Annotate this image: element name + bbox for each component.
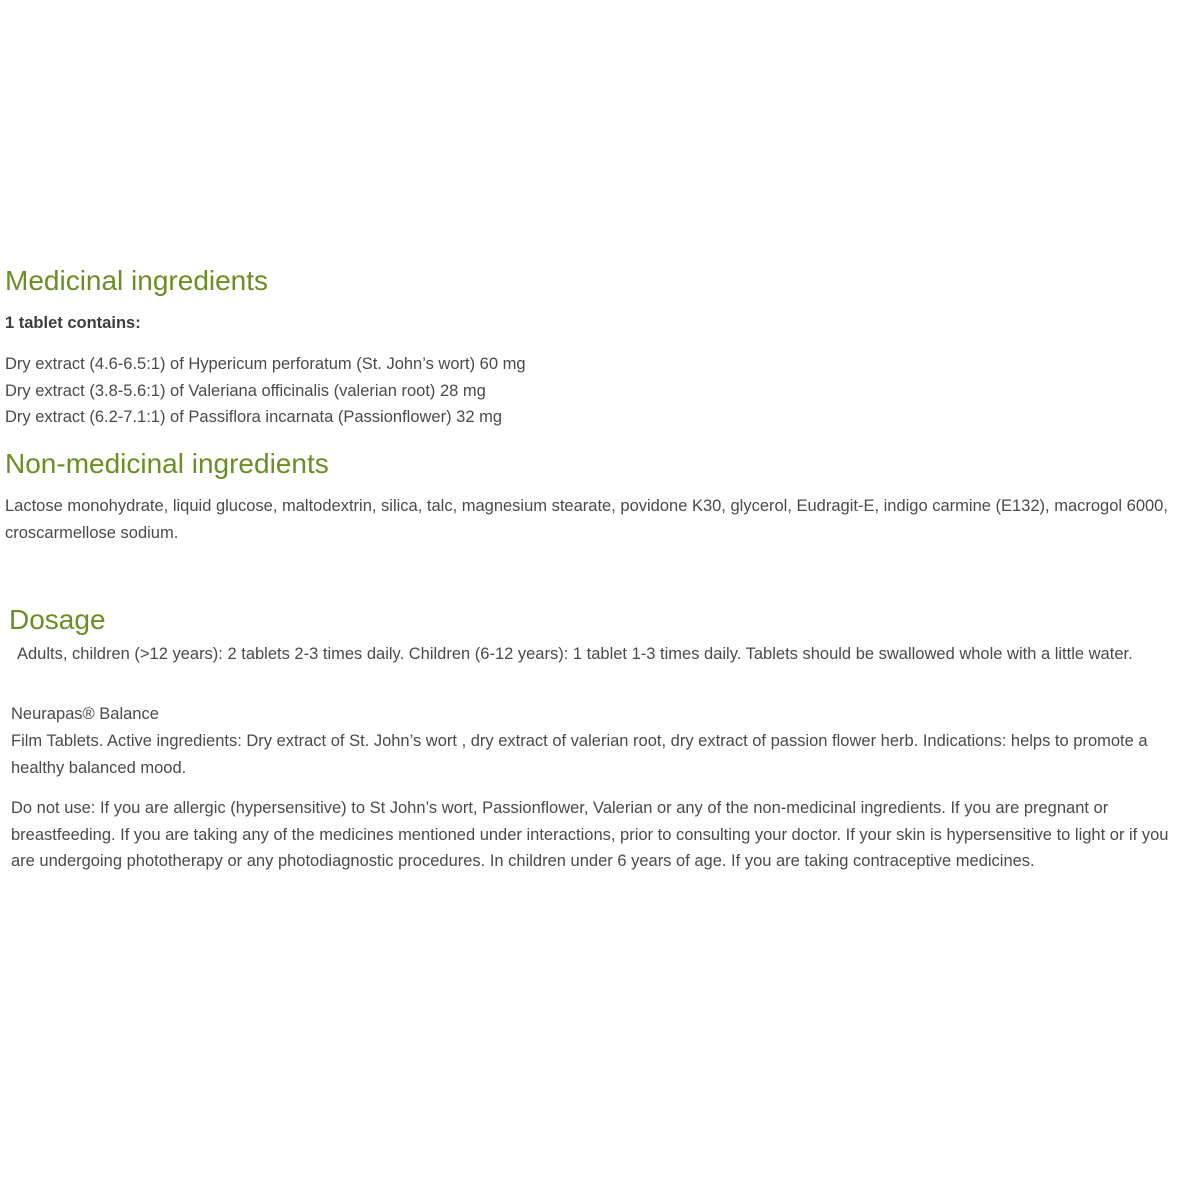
ingredient-line-passiflora: Dry extract (6.2-7.1:1) of Passiflora incarnata (Passionflower) 32 mg [5,408,503,426]
ingredient-line-hypericum: Dry extract (4.6-6.5:1) of Hypericum perforatum (St. John’s wort) 60 mg [5,355,526,373]
tablet-contains-label: 1 tablet contains: [5,314,141,332]
medicinal-ingredients-heading: Medicinal ingredients [5,265,269,296]
medicinal-ingredients-list [5,351,526,431]
non-medicinal-ingredients-heading: Non-medicinal ingredients [5,448,329,479]
ingredient-line-valeriana: Dry extract (3.8-5.6:1) of Valeriana officinalis (valerian root) 28 mg [5,381,486,400]
dosage-heading: Dosage [9,604,106,635]
product-description: Film Tablets. Active ingredients: Dry extract of St. John’s wort , dry extract of valerian root, dry extract of passion flower herb. Indications: helps to promote a healthy balanced mood. [11,732,1148,777]
non-medicinal-ingredients-text: Lactose monohydrate, liquid glucose, maltodextrin, silica, talc, magnesium stearate, povidone K30, glycerol, Eudragit-E, indigo carmine (E132), macrogol 6000, croscarmellose sodium. [5,497,1168,542]
product-name: Neurapas® Balance [11,705,159,723]
dosage-text: Adults, children (>12 years): 2 tablets 2-3 times daily. Children (6-12 years): 1 tablet 1-3 times daily. Tablets should be swallowed whole with a little water. [17,645,1133,663]
contraindications-text: Do not use: If you are allergic (hypersensitive) to St John’s wort, Passionflower, Valerian or any of the non-medicinal ingredients. If you are pregnant or breastfeeding. If you are taking any of the medicines mentioned under interactions, prior to consulting your doctor. If your skin is hypersensitive to light or if you are undergoing phototherapy or any photodiagnostic procedures. In children under 6 years of age. If you are taking contraceptive medicines. [11,799,1169,870]
